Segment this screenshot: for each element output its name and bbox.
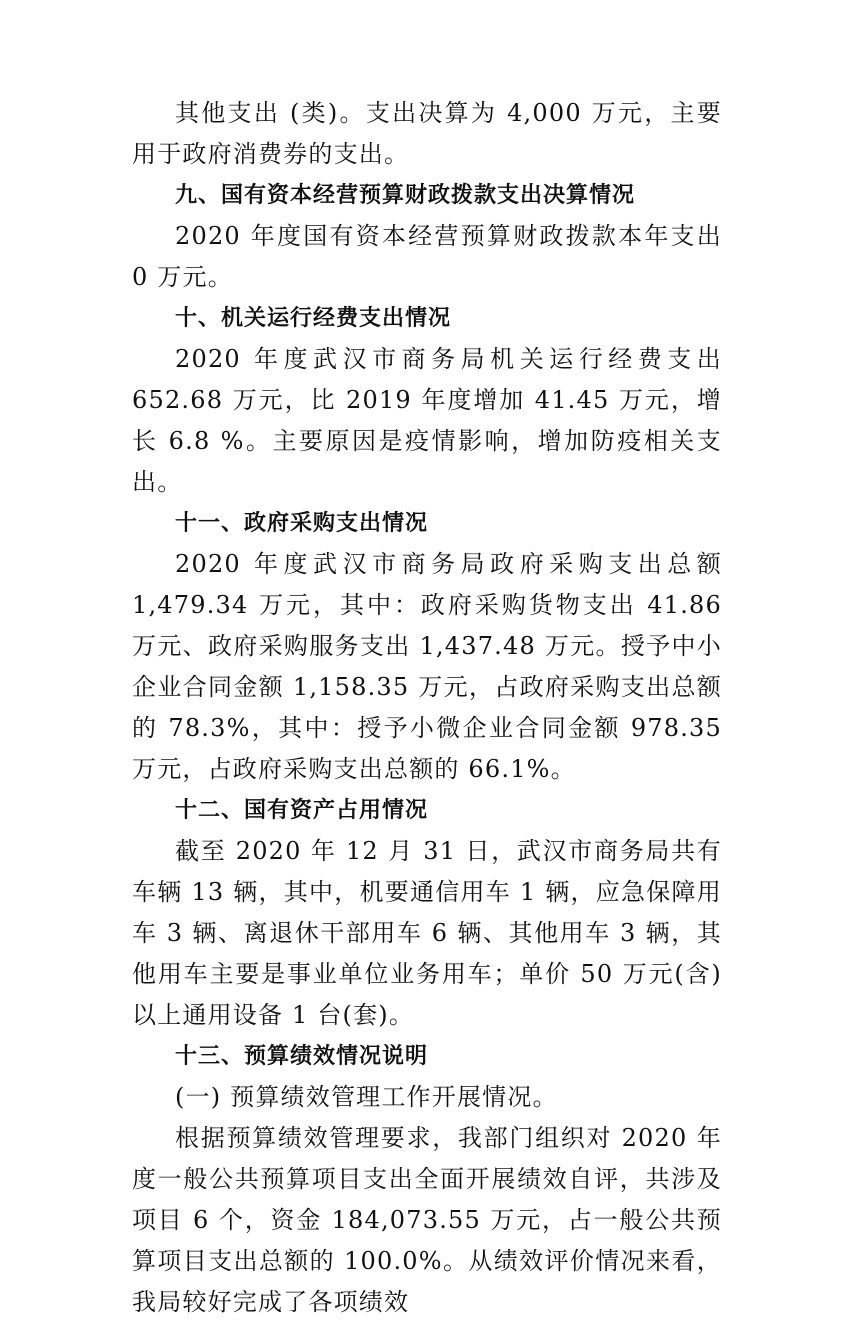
paragraph-other-expenditure: 其他支出 (类)。支出决算为 4,000 万元，主要用于政府消费券的支出。	[132, 99, 722, 168]
paragraph-operating-expenses: 2020 年度武汉市商务局机关运行经费支出 652.68 万元，比 2019 年度增加 41.45 万元，增长 6.8 %。主要原因是疫情影响，增加防疫相关支出。	[132, 345, 722, 496]
paragraph-state-assets: 截至 2020 年 12 月 31 日，武汉市商务局共有车辆 13 辆，其中，机要通信用车 1 辆，应急保障用车 3 辆、离退休干部用车 6 辆、其他用车 3 辆，其他用车主要是事业单位业务用车；单价 50 万元(含)以上通用设备 1 台(套)。	[132, 837, 722, 1029]
heading-operating-expenses: 十、机关运行经费支出情况	[175, 306, 452, 331]
document-body	[132, 93, 722, 1323]
paragraph-state-capital-budget: 2020 年度国有资本经营预算财政拨款本年支出 0 万元。	[132, 222, 722, 291]
heading-state-assets: 十二、国有资产占用情况	[175, 798, 429, 823]
paragraph-performance-subheading: (一) 预算绩效管理工作开展情况。	[175, 1083, 558, 1111]
paragraph-performance-evaluation: 根据预算绩效管理要求，我部门组织对 2020 年度一般公共预算项目支出全面开展绩效自评，共涉及项目 6 个，资金 184,073.55 万元，占一般公共预算项目支出总额的 100.0%。从绩效评价情况来看，我局较好完成了各项绩效	[132, 1124, 722, 1316]
heading-state-capital-budget: 九、国有资本经营预算财政拨款支出决算情况	[175, 183, 636, 208]
paragraph-government-procurement: 2020 年度武汉市商务局政府采购支出总额 1,479.34 万元，其中：政府采购货物支出 41.86 万元、政府采购服务支出 1,437.48 万元。授予中小企业合同金额 1,158.35 万元，占政府采购支出总额的 78.3%，其中：授予小微企业合同金额 978.35 万元，占政府采购支出总额的 66.1%。	[132, 550, 722, 783]
heading-budget-performance: 十三、预算绩效情况说明	[175, 1044, 429, 1069]
heading-government-procurement: 十一、政府采购支出情况	[175, 511, 429, 536]
